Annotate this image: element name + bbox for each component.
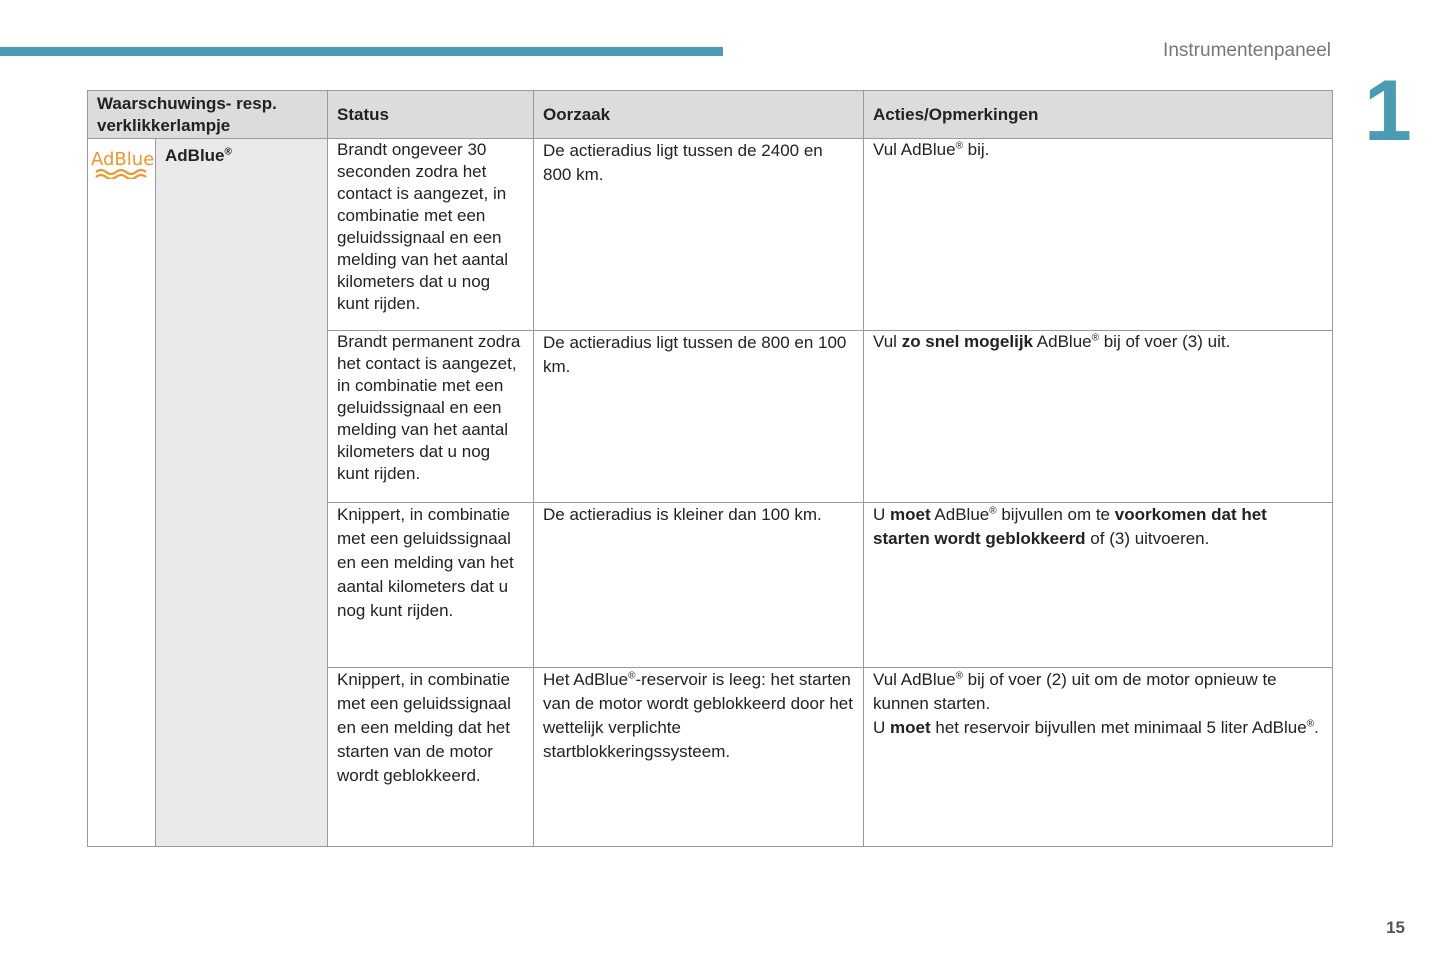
adblue-icon: AdBlue [91,151,153,179]
lamp-name-cell [156,139,328,847]
cause-cell: Het AdBlue®-reservoir is leeg: het starten van de motor wordt geblokkeerd door het wettelijk verplichte startblokkeringssysteem. [534,668,864,847]
lamp-icon-cell [88,139,156,847]
column-header-actions: Acties/Opmerkingen [864,91,1333,139]
action-cell: Vul AdBlue® bij. [864,139,1333,331]
status-cell: Brandt permanent zodra het contact is aangezet, in combinatie met een geluidssignaal en een melding van het aantal kilometers dat u nog kunt rijden. [328,331,534,503]
warning-lamp-table [87,90,1333,847]
header-accent-bar [0,47,723,56]
cause-cell: De actieradius ligt tussen de 2400 en 800 km. [534,139,864,331]
lamp-name: AdBlue [165,146,225,165]
cause-cell: De actieradius ligt tussen de 800 en 100 km. [534,331,864,503]
status-cell: Knippert, in combinatie met een geluidssignaal en een melding van het aantal kilometers dat u nog kunt rijden. [328,503,534,668]
action-cell: U moet AdBlue® bijvullen om te voorkomen dat het starten wordt geblokkeerd of (3) uitvoeren. [864,503,1333,668]
status-cell: Knippert, in combinatie met een geluidssignaal en een melding dat het starten van de motor wordt geblokkeerd. [328,668,534,847]
action-cell: Vul AdBlue® bij of voer (2) uit om de motor opnieuw te kunnen starten. U moet het reservoir bijvullen met minimaal 5 liter AdBlue®. [864,668,1333,847]
page-number: 15 [1386,918,1405,937]
cause-cell: De actieradius is kleiner dan 100 km. [534,503,864,668]
page-header-title: Instrumentenpaneel [1163,40,1331,61]
registered-mark: ® [224,146,232,158]
chapter-number: 1 [1364,63,1412,159]
table-header-row [88,91,1333,139]
column-header-cause: Oorzaak [534,91,864,139]
status-cell: Brandt ongeveer 30 seconden zodra het contact is aangezet, in combinatie met een geluidssignaal en een melding van het aantal kilometers dat u nog kunt rijden. [328,139,534,331]
table-row [88,139,1333,331]
column-header-lamp: Waarschuwings- resp. verklikkerlampje [88,91,328,139]
action-cell: Vul zo snel mogelijk AdBlue® bij of voer (3) uit. [864,331,1333,503]
column-header-status: Status [328,91,534,139]
